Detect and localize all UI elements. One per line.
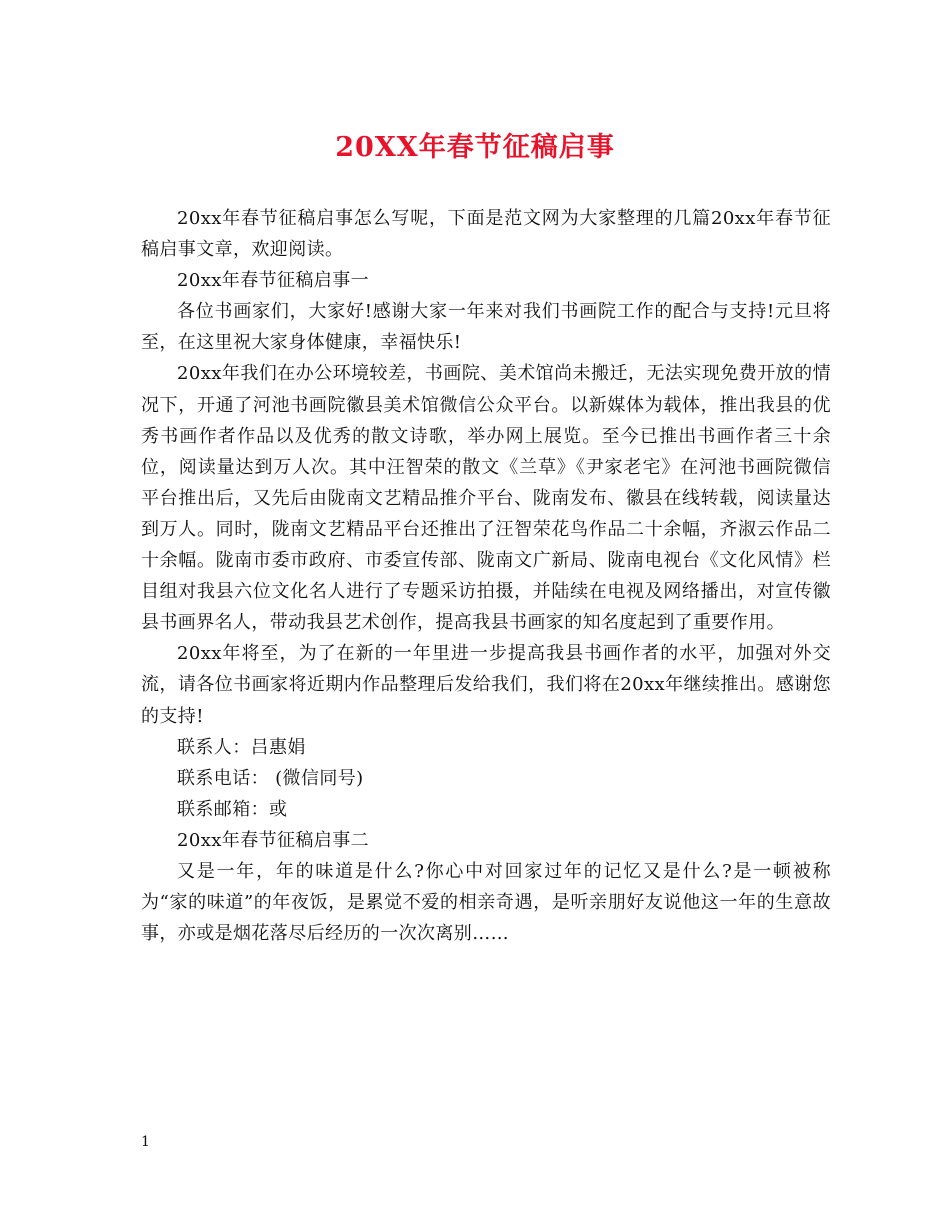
call-for-submissions-paragraph: 20xx年将至，为了在新的一年里进一步提高我县书画作者的水平，加强对外交流，请各位书画家将近期内作品整理后发给我们，我们将在20xx年继续推出。感谢您的支持! — [141, 643, 831, 727]
contact-phone: 联系电话： (微信同号) — [177, 767, 364, 789]
contact-person: 联系人：吕惠娟 — [177, 736, 306, 758]
page-number: 1 — [141, 1134, 150, 1150]
page-title: 20XX年春节征稿启事 — [335, 132, 615, 163]
document-body — [141, 203, 831, 949]
section-heading-two: 20xx年春节征稿启事二 — [177, 829, 370, 851]
greeting-paragraph: 各位书画家们，大家好!感谢大家一年来对我们书画院工作的配合与支持!元旦将至，在这里祝大家身体健康，幸福快乐! — [141, 301, 831, 354]
main-paragraph: 20xx年我们在办公环境较差，书画院、美术馆尚未搬迁，无法实现免费开放的情况下，开通了河池书画院徽县美术馆微信公众平台。以新媒体为载体，推出我县的优秀书画作者作品以及优秀的散文诗歌，举办网上展览。至今已推出书画作者三十余位，阅读量达到万人次。其中汪智荣的散文《兰草》《尹家老宅》在河池书画院微信平台推出后，又先后由陇南文艺精品推介平台、陇南发布、徽县在线转载，阅读量达到万人。同时，陇南文艺精品平台还推出了汪智荣花鸟作品二十余幅，齐淑云作品二十余幅。陇南市委市政府、市委宣传部、陇南文广新局、陇南电视台《文化风情》栏目组对我县六位文化名人进行了专题采访拍摄，并陆续在电视及网络播出，对宣传徽县书画界名人，带动我县艺术创作，提高我县书画家的知名度起到了重要作用。 — [141, 363, 831, 634]
contact-email: 联系邮箱：或 — [177, 798, 288, 820]
section-heading-one: 20xx年春节征稿启事一 — [177, 270, 370, 292]
section-two-paragraph: 又是一年，年的味道是什么?你心中对回家过年的记忆又是什么?是一顿被称为“家的味道”的年夜饭，是累觉不爱的相亲奇遇，是听亲朋好友说他这一年的生意故事，亦或是烟花落尽后经历的一次次离别…… — [141, 860, 831, 945]
intro-paragraph: 20xx年春节征稿启事怎么写呢，下面是范文网为大家整理的几篇20xx年春节征稿启事文章，欢迎阅读。 — [141, 208, 831, 261]
